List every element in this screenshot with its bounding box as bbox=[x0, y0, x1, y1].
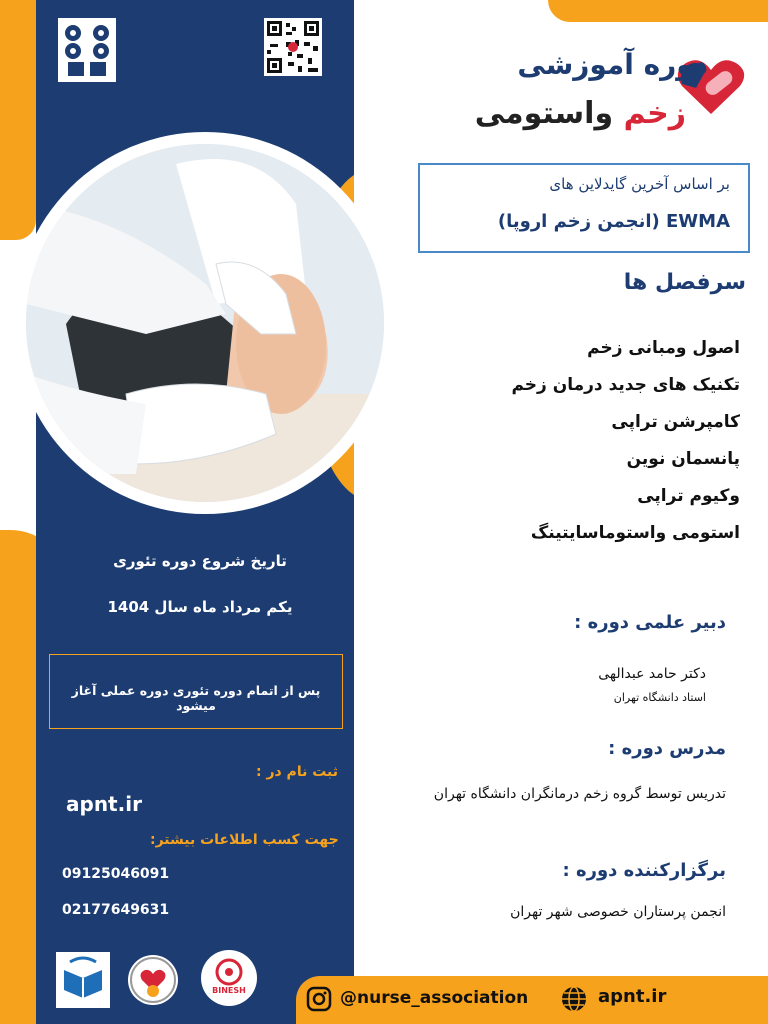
footer-website-link[interactable]: apnt.ir bbox=[598, 986, 667, 1007]
sponsor-logo-emblem bbox=[128, 955, 178, 1005]
guideline-line2: EWMA (انجمن زخم اروپا) bbox=[497, 211, 730, 232]
orange-decor-top-right bbox=[548, 0, 768, 22]
title-word-wound: زخم bbox=[623, 96, 686, 131]
title-word-ostomy: واستومی bbox=[474, 96, 614, 131]
orange-decor-top-left bbox=[0, 0, 36, 240]
topic-item: اصول ومبانی زخم bbox=[587, 338, 740, 358]
instagram-handle[interactable]: @nurse_association bbox=[340, 988, 529, 1008]
phone-number-2[interactable]: 02177649631 bbox=[62, 902, 170, 918]
course-title-line2 bbox=[475, 96, 686, 131]
guideline-box bbox=[418, 163, 750, 253]
association-logo bbox=[58, 18, 116, 82]
instructor-heading: مدرس دوره : bbox=[608, 738, 726, 759]
start-date-value: یکم مرداد ماه سال 1404 bbox=[107, 598, 293, 616]
globe-icon bbox=[560, 985, 588, 1017]
practical-course-note-box bbox=[49, 654, 343, 729]
foot-care-photo bbox=[26, 144, 384, 502]
director-title: استاد دانشگاه تهران bbox=[613, 691, 706, 704]
registration-site-link[interactable]: apnt.ir bbox=[66, 792, 142, 816]
sponsor-logo-binesh bbox=[201, 950, 257, 1006]
director-heading: دبیر علمی دوره : bbox=[574, 612, 726, 633]
topics-list bbox=[511, 330, 740, 552]
qr-code[interactable] bbox=[264, 18, 322, 76]
practical-course-note: پس از اتمام دوره تئوری دوره عملی آغاز میشود bbox=[71, 683, 321, 713]
topics-heading: سرفصل ها bbox=[623, 270, 746, 295]
registration-label: ثبت نام در : bbox=[255, 764, 338, 780]
more-info-label: جهت کسب اطلاعات بیشتر: bbox=[150, 832, 339, 848]
topic-item: وکیوم تراپی bbox=[637, 486, 740, 506]
course-title-line1: دوره آموزشی bbox=[517, 48, 708, 81]
organizer-text: انجمن پرستاران خصوصی شهر تهران bbox=[510, 904, 726, 920]
guideline-line1: بر اساس آخرین گایدلاین های bbox=[549, 175, 730, 193]
topic-item: پانسمان نوین bbox=[626, 449, 740, 469]
topic-item: کامپرشن تراپی bbox=[611, 412, 740, 432]
topic-item: تکنیک های جدید درمان زخم bbox=[511, 375, 740, 395]
start-date-label: تاریخ شروع دوره تئوری bbox=[113, 552, 287, 570]
organizer-heading: برگزارکننده دوره : bbox=[562, 860, 726, 881]
instagram-icon bbox=[306, 986, 332, 1016]
phone-number-1[interactable]: 09125046091 bbox=[62, 866, 170, 882]
instructor-text: تدریس توسط گروه زخم درمانگران دانشگاه تهران bbox=[433, 786, 726, 802]
topic-item: استومی واستوماسایتینگ bbox=[530, 523, 740, 543]
binesh-label: BINESH bbox=[212, 986, 246, 995]
director-name: دکتر حامد عبدالهی bbox=[598, 666, 706, 682]
sponsor-logo-book bbox=[56, 952, 110, 1008]
